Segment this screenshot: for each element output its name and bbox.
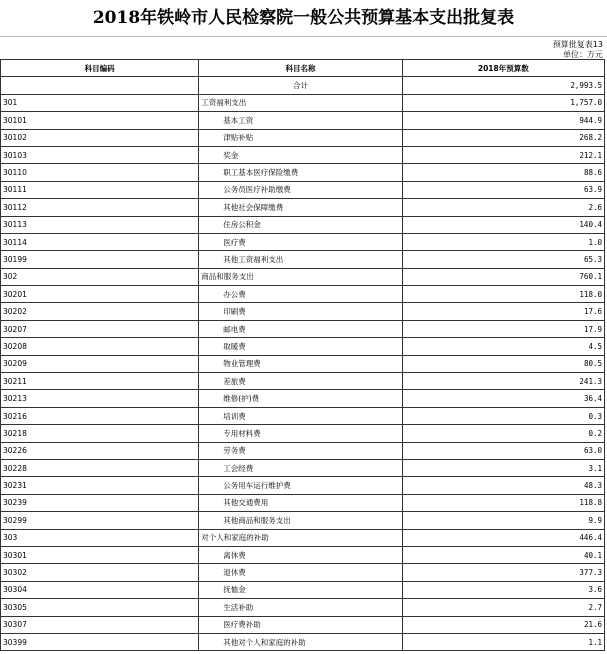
cell-name: 医疗费补助	[199, 616, 402, 633]
cell-value: 21.6	[402, 616, 604, 633]
cell-code: 30202	[1, 303, 199, 320]
table-row	[1, 112, 605, 129]
cell-code: 30114	[1, 233, 199, 250]
table-row	[1, 616, 605, 633]
table-row	[1, 425, 605, 442]
cell-code: 30213	[1, 390, 199, 407]
cell-name: 工资福利支出	[199, 94, 402, 111]
header-code: 科目编码	[1, 60, 199, 77]
cell-value: 9.9	[402, 512, 604, 529]
table-row	[1, 129, 605, 146]
cell-name: 培训费	[199, 407, 402, 424]
cell-code: 301	[1, 94, 199, 111]
cell-code: 30399	[1, 633, 199, 650]
cell-name: 工会经费	[199, 459, 402, 476]
table-row	[1, 77, 605, 94]
cell-value: 377.3	[402, 564, 604, 581]
cell-code: 303	[1, 529, 199, 546]
unit-label: 单位：万元	[563, 50, 603, 59]
cell-code: 30111	[1, 181, 199, 198]
cell-value: 118.0	[402, 286, 604, 303]
table-row	[1, 459, 605, 476]
cell-value: 63.0	[402, 442, 604, 459]
cell-code: 30199	[1, 251, 199, 268]
cell-value: 0.2	[402, 425, 604, 442]
cell-code: 30110	[1, 164, 199, 181]
header-row	[1, 60, 605, 77]
cell-code: 30201	[1, 286, 199, 303]
cell-name: 退休费	[199, 564, 402, 581]
cell-code: 30302	[1, 564, 199, 581]
cell-name: 维修(护)费	[199, 390, 402, 407]
budget-table	[0, 59, 605, 651]
cell-value: 118.8	[402, 494, 604, 511]
cell-name: 其他社会保障缴费	[199, 199, 402, 216]
cell-code: 30228	[1, 459, 199, 476]
cell-code: 30231	[1, 477, 199, 494]
table-row	[1, 216, 605, 233]
cell-name: 离休费	[199, 546, 402, 563]
cell-value: 1,757.0	[402, 94, 604, 111]
cell-value: 2.7	[402, 599, 604, 616]
table-row	[1, 199, 605, 216]
cell-name: 其他商品和服务支出	[199, 512, 402, 529]
table-row	[1, 164, 605, 181]
page-title: 2018年铁岭市人民检察院一般公共预算基本支出批复表	[0, 0, 607, 37]
cell-value: 80.5	[402, 355, 604, 372]
table-row	[1, 512, 605, 529]
table-row	[1, 442, 605, 459]
cell-name: 奖金	[199, 146, 402, 163]
table-row	[1, 303, 605, 320]
cell-code: 30101	[1, 112, 199, 129]
table-row	[1, 94, 605, 111]
table-row	[1, 477, 605, 494]
cell-value: 4.5	[402, 338, 604, 355]
table-row	[1, 633, 605, 650]
cell-code: 30208	[1, 338, 199, 355]
cell-value: 2.6	[402, 199, 604, 216]
cell-name: 印刷费	[199, 303, 402, 320]
cell-name: 办公费	[199, 286, 402, 303]
cell-value: 3.6	[402, 581, 604, 598]
table-row	[1, 373, 605, 390]
cell-value: 17.6	[402, 303, 604, 320]
header-value: 2018年预算数	[402, 60, 604, 77]
cell-code: 30102	[1, 129, 199, 146]
cell-value: 1.0	[402, 233, 604, 250]
table-row	[1, 286, 605, 303]
cell-code: 302	[1, 268, 199, 285]
header-name: 科目名称	[199, 60, 402, 77]
cell-value: 140.4	[402, 216, 604, 233]
cell-name: 其他工资福利支出	[199, 251, 402, 268]
cell-name: 基本工资	[199, 112, 402, 129]
cell-value: 212.1	[402, 146, 604, 163]
cell-value: 268.2	[402, 129, 604, 146]
cell-code: 30226	[1, 442, 199, 459]
cell-value: 446.4	[402, 529, 604, 546]
cell-name: 劳务费	[199, 442, 402, 459]
cell-value: 1.1	[402, 633, 604, 650]
cell-code: 30218	[1, 425, 199, 442]
table-row	[1, 581, 605, 598]
table-row	[1, 251, 605, 268]
cell-code	[1, 77, 199, 94]
table-row	[1, 529, 605, 546]
table-row	[1, 390, 605, 407]
cell-code: 30307	[1, 616, 199, 633]
cell-name: 生活补助	[199, 599, 402, 616]
table-meta	[0, 37, 607, 59]
cell-value: 2,993.5	[402, 77, 604, 94]
table-row	[1, 233, 605, 250]
cell-name: 公务用车运行维护费	[199, 477, 402, 494]
cell-value: 88.6	[402, 164, 604, 181]
cell-value: 36.4	[402, 390, 604, 407]
cell-name: 住房公积金	[199, 216, 402, 233]
cell-code: 30207	[1, 320, 199, 337]
cell-name: 合计	[199, 77, 402, 94]
cell-code: 30103	[1, 146, 199, 163]
cell-code: 30239	[1, 494, 199, 511]
cell-value: 3.1	[402, 459, 604, 476]
table-row	[1, 599, 605, 616]
table-row	[1, 407, 605, 424]
cell-code: 30299	[1, 512, 199, 529]
cell-name: 邮电费	[199, 320, 402, 337]
cell-name: 对个人和家庭的补助	[199, 529, 402, 546]
table-row	[1, 146, 605, 163]
cell-value: 944.9	[402, 112, 604, 129]
cell-code: 30211	[1, 373, 199, 390]
cell-code: 30216	[1, 407, 199, 424]
cell-code: 30305	[1, 599, 199, 616]
cell-code: 30209	[1, 355, 199, 372]
table-row	[1, 320, 605, 337]
table-row	[1, 268, 605, 285]
table-body	[1, 77, 605, 651]
cell-code: 30301	[1, 546, 199, 563]
cell-name: 专用材料费	[199, 425, 402, 442]
cell-code: 30113	[1, 216, 199, 233]
cell-name: 其他对个人和家庭的补助	[199, 633, 402, 650]
table-row	[1, 494, 605, 511]
cell-value: 17.9	[402, 320, 604, 337]
cell-name: 津贴补贴	[199, 129, 402, 146]
cell-value: 241.3	[402, 373, 604, 390]
cell-name: 取暖费	[199, 338, 402, 355]
cell-name: 物业管理费	[199, 355, 402, 372]
table-row	[1, 564, 605, 581]
table-row	[1, 181, 605, 198]
table-row	[1, 338, 605, 355]
cell-value: 65.3	[402, 251, 604, 268]
cell-code: 30112	[1, 199, 199, 216]
table-number: 预算批复表13	[552, 40, 603, 49]
cell-value: 40.1	[402, 546, 604, 563]
cell-name: 公务员医疗补助缴费	[199, 181, 402, 198]
cell-value: 48.3	[402, 477, 604, 494]
cell-name: 抚恤金	[199, 581, 402, 598]
cell-code: 30304	[1, 581, 199, 598]
table-row	[1, 355, 605, 372]
cell-name: 差旅费	[199, 373, 402, 390]
table-row	[1, 546, 605, 563]
cell-value: 63.9	[402, 181, 604, 198]
cell-name: 其他交通费用	[199, 494, 402, 511]
cell-name: 商品和服务支出	[199, 268, 402, 285]
cell-name: 医疗费	[199, 233, 402, 250]
cell-value: 760.1	[402, 268, 604, 285]
cell-name: 职工基本医疗保险缴费	[199, 164, 402, 181]
cell-value: 0.3	[402, 407, 604, 424]
